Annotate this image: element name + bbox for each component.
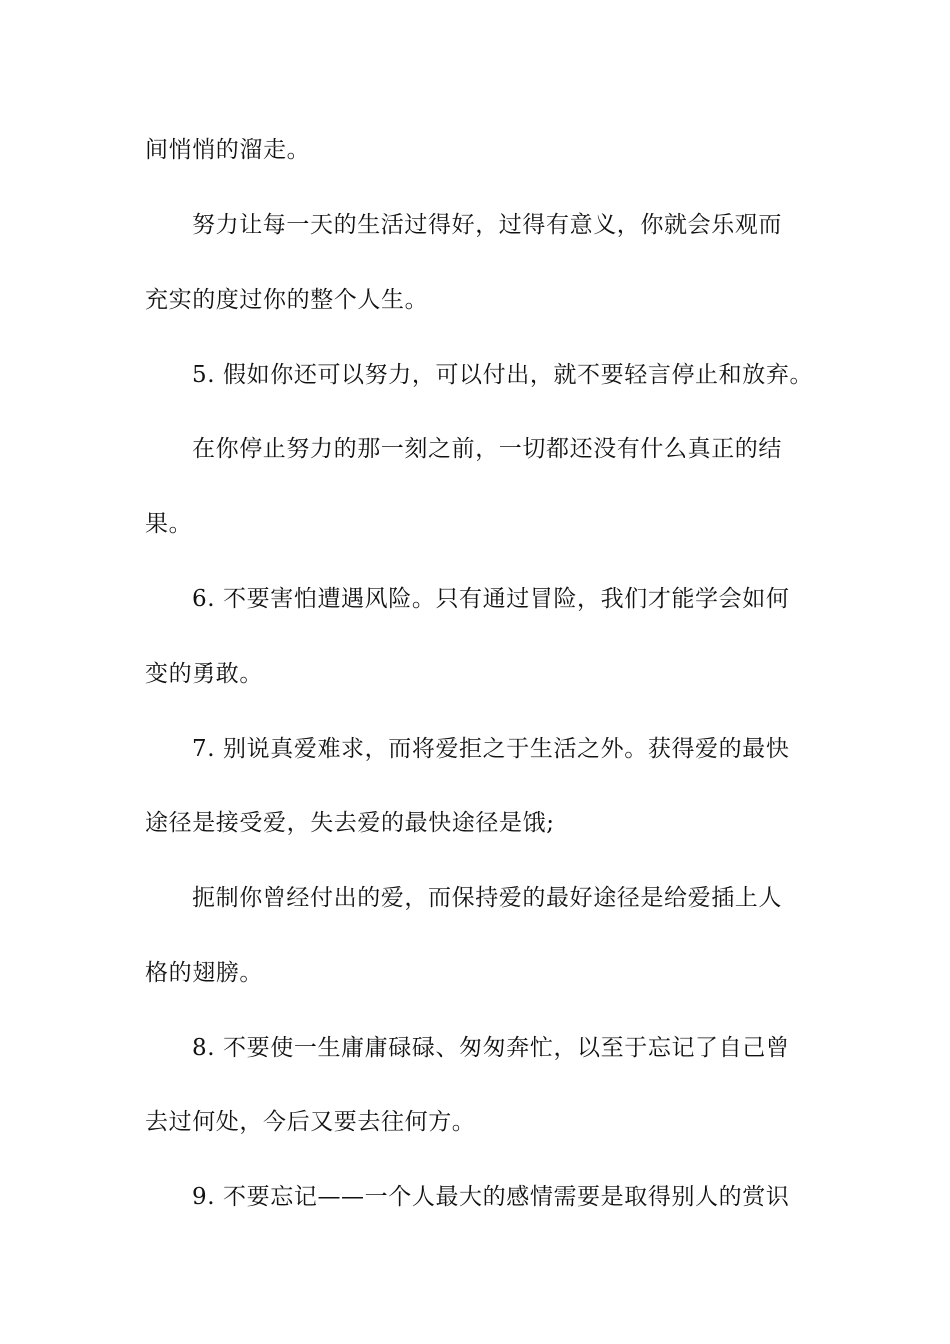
text-line: 在你停止努力的那一刻之前，一切都还没有什么真正的结 — [192, 436, 782, 462]
text-line: 格的翅膀。 — [145, 960, 263, 986]
text-line: 途径是接受爱，失去爱的最快途径是饿; — [145, 810, 555, 836]
text-line: 8. 不要使一生庸庸碌碌、匆匆奔忙，以至于忘记了自己曾 — [192, 1035, 790, 1061]
text-line: 变的勇敢。 — [145, 661, 263, 687]
text-line: 7. 别说真爱难求，而将爱拒之于生活之外。获得爱的最快 — [192, 736, 790, 762]
text-line: 9. 不要忘记——一个人最大的感情需要是取得别人的赏识 — [192, 1184, 790, 1210]
text-line: 6. 不要害怕遭遇风险。只有通过冒险，我们才能学会如何 — [192, 586, 790, 612]
text-line: 去过何处，今后又要去往何方。 — [145, 1109, 476, 1135]
text-line: 果。 — [145, 511, 193, 537]
text-line: 5. 假如你还可以努力，可以付出，就不要轻言停止和放弃。 — [192, 362, 814, 388]
text-line: 充实的度过你的整个人生。 — [145, 287, 429, 313]
text-line: 努力让每一天的生活过得好，过得有意义，你就会乐观而 — [192, 212, 782, 238]
text-line: 扼制你曾经付出的爱，而保持爱的最好途径是给爱插上人 — [192, 885, 782, 911]
text-line: 间悄悄的溜走。 — [145, 137, 311, 163]
